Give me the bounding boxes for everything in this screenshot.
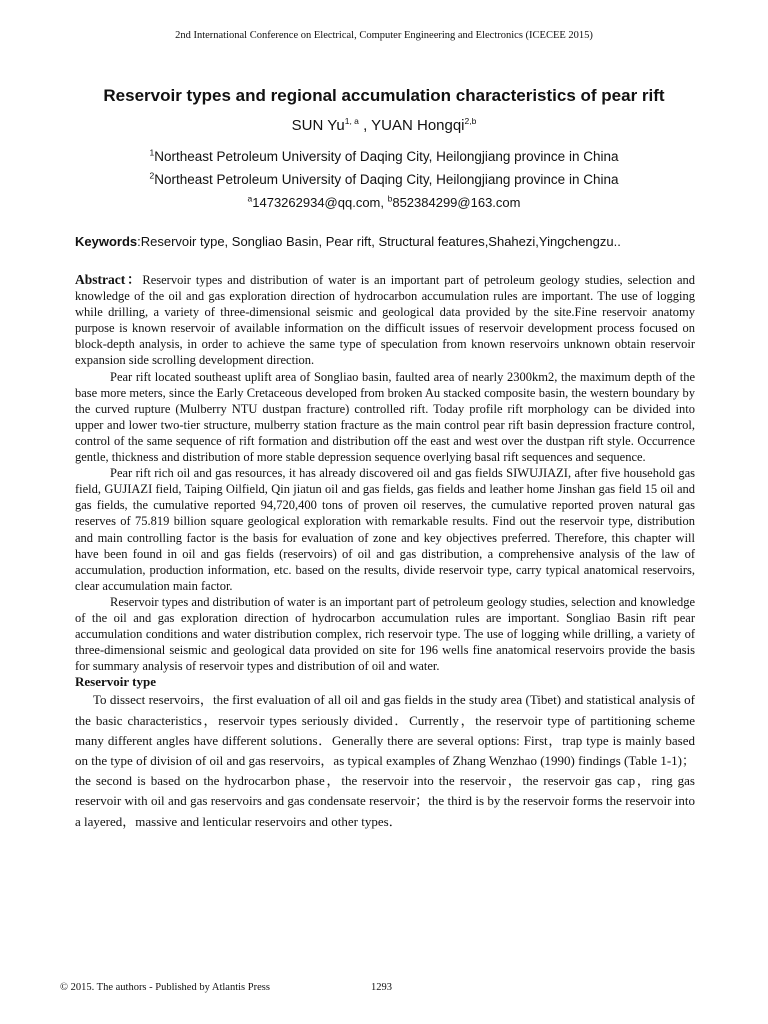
author-2-superscript: 2,b (464, 116, 477, 126)
section-heading-reservoir-type: Reservoir type (75, 674, 156, 690)
affiliation-2-text: Northeast Petroleum University of Daqing City, Heilongjiang province in China (154, 172, 619, 187)
author-2-name: YUAN Hongqi (371, 117, 465, 134)
conference-header: 2nd International Conference on Electrical, Computer Engineering and Electronics (ICECEE 2015) (175, 30, 593, 41)
abstract-colon: ： (125, 272, 143, 287)
paper-body (75, 272, 695, 832)
section-paragraph-1: To dissect reservoirs，the first evaluation of all oil and gas fields in the study area (Tibet) and statistical analysis of the basic characteristics，reservoir types seriously divided．Currently，the reservoir type of partitioning scheme many different angles have different solutions．Generally there are several options: First，trap type is mainly based on the type of division of oil and gas reservoirs，as typical examples of Zhang Wenzhao (1990) findings (Table 1-1)；the second is based on the hydrocarbon phase，the reservoir into the reservoir，the reservoir gas cap，ring gas reservoir with oil and gas reservoirs and gas condensate reservoir；the third is by the reservoir forms the reservoir into a layered，massive and lenticular reservoirs and other types． (75, 692, 696, 829)
email-b: 852384299@163.com (392, 195, 521, 210)
email-a: 1473262934@qq.com, (252, 195, 388, 210)
email-line (0, 195, 768, 210)
footer-copyright: © 2015. The authors - Published by Atlantis Press (60, 982, 270, 993)
keywords-line (75, 234, 715, 249)
page-number: 1293 (371, 982, 392, 993)
author-1-superscript: 1, a (344, 116, 359, 126)
email-a-superscript: a (247, 193, 253, 204)
affiliation-1-text: Northeast Petroleum University of Daqing City, Heilongjiang province in China (154, 149, 619, 164)
abstract-paragraph-3: Pear rift rich oil and gas resources, it has already discovered oil and gas fields SIWUJIAZI, after five household gas field, GUJIAZI field, Taiping Oilfield, Qin jiatun oil and gas fields, gas fields and leather home Jinshan gas field 15 oil and gas fields, the cumulative reported 94,720,400 tons of proven oil reserves, the cumulative reported proven natural gas reserves of 75.819 billion square geological exploration with remarkable results. Find out the reservoir type, distribution and main controlling factor is the basis for evaluation of zone and key objectives preferred. Therefore, this chapter will have been found in oil and gas fields (reservoirs) of oil and gas distribution, a comprehensive analysis of the law of accumulation, production information, etc. based on the results, divide reservoir type, carry typical anatomical reservoirs, clear accumulation main factor. (75, 466, 695, 593)
abstract-paragraph-1 (75, 272, 695, 369)
affiliation-2 (0, 172, 768, 187)
author-1-name: SUN Yu (291, 117, 345, 134)
author-line (0, 117, 768, 134)
paper-title: Reservoir types and regional accumulation characteristics of pear rift (103, 86, 665, 105)
email-b-superscript: b (387, 193, 393, 204)
affiliation-1-superscript: 1 (149, 147, 155, 158)
section-body (75, 690, 695, 831)
abstract-paragraph-2: Pear rift located southeast uplift area of Songliao basin, faulted area of nearly 2300km2, the maximum depth of the base more meters, since the Early Cretaceous developed from broken Au stacked composite basin, the western boundary by the curved rupture (Mulberry NTU dustpan fracture) controlled rift. Today profile rift morphology can be divided into upper and lower two-tier structure, mulberry station fracture as the main control pear rift basin depression fracture control, control of the same sequence of rift formation and distribution off the east and west over the dustpan rift style. Occurrence gentle, thickness and distribution of more stable depression sequence overlying basal rift sequences and sequence. (75, 369, 695, 465)
affiliation-1 (0, 149, 768, 164)
keywords-label: Keywords (75, 234, 138, 249)
abstract-paragraph-4: Reservoir types and distribution of water is an important part of petroleum geology studies, selection and knowledge of the oil and gas exploration direction of hydrocarbon accumulation rules are important. Songliao Basin rift pear accumulation conditions and water distribution complex, rich reservoir type. The use of logging while drilling, a variety of three-dimensional seismic and geological data provided on site for 196 wells fine anatomical reservoirs provide the basis for summary analysis of reservoir types and distribution of oil and water. (75, 594, 695, 674)
abstract-paragraph-1-text: Reservoir types and distribution of water is an important part of petroleum geology studies, selection and knowledge of the oil and gas exploration direction of hydrocarbon accumulation rules are important. The use of logging while drilling, a variety of three-dimensional seismic and geological data provided by the site.Fine reservoir anatomy purpose is known reservoir of available information on the difficult issues of reservoir development process focused on block-depth analysis, in order to achieve the same type of speculation from known reservoirs unknown obtain reservoir expansion side scrolling development direction. (75, 273, 695, 368)
keywords-text: :Reservoir type, Songliao Basin, Pear rift, Structural features,Shahezi,Yingchengzu.. (137, 234, 621, 249)
author-separator: , (358, 117, 372, 134)
affiliation-2-superscript: 2 (149, 170, 155, 181)
abstract-label: Abstract (75, 272, 126, 287)
